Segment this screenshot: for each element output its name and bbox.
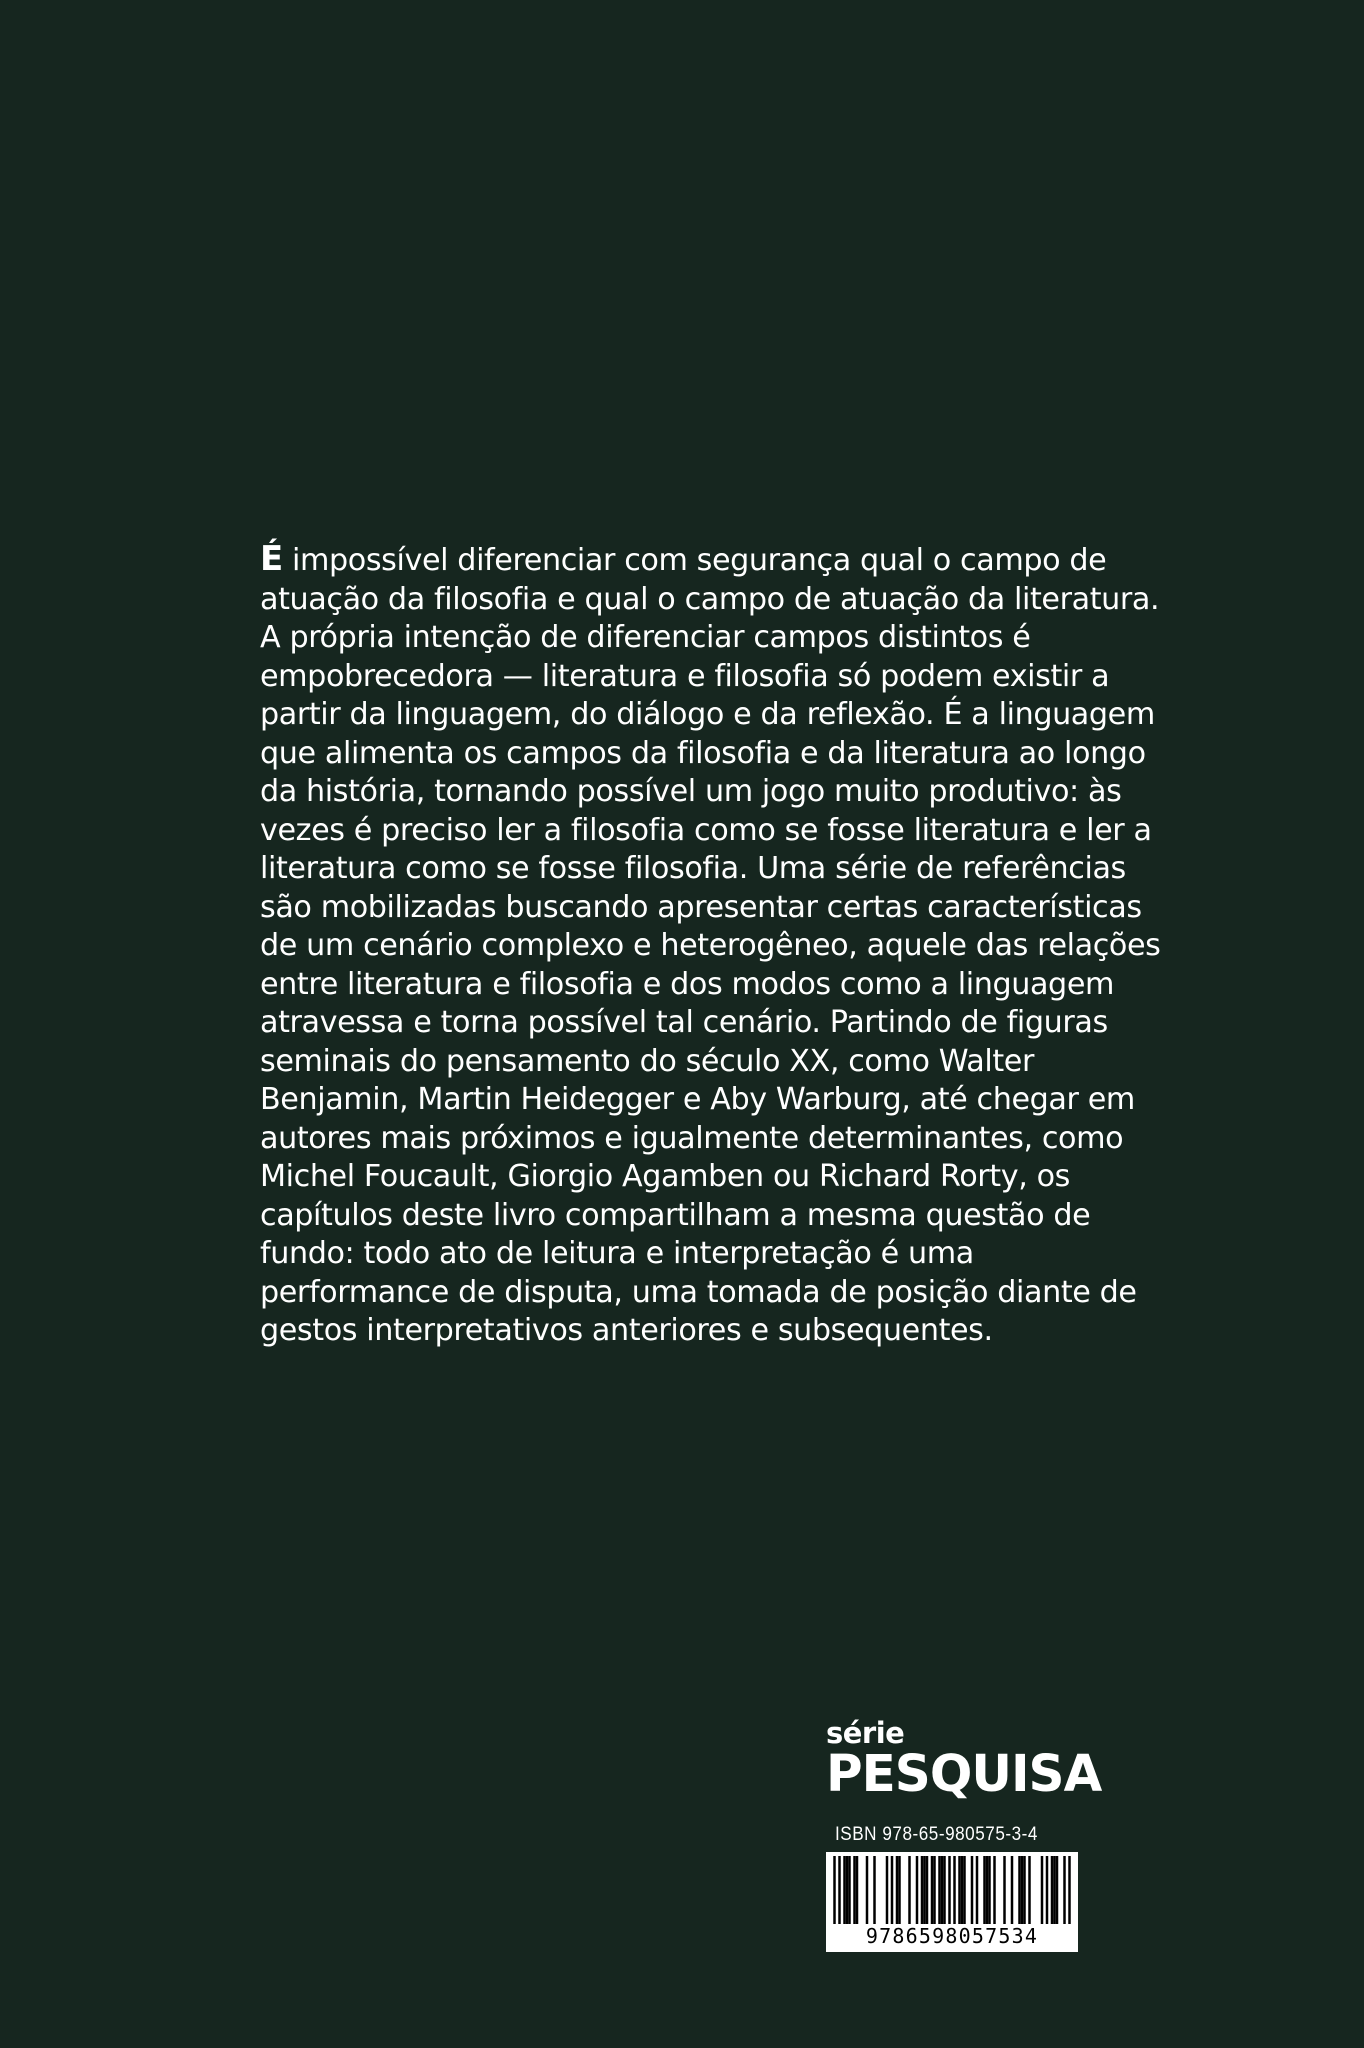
blurb-line: autores mais próximos e igualmente determinantes, como (260, 1120, 1124, 1156)
barcode-bar (1018, 1856, 1021, 1924)
barcode-bar (921, 1856, 924, 1924)
barcode-bar (846, 1856, 849, 1924)
barcode-bar (898, 1856, 901, 1924)
barcode-bar (1041, 1856, 1044, 1924)
barcode-bar (833, 1856, 836, 1934)
blurb-line: de um cenário complexo e heterogêneo, aquele das relações (260, 928, 1161, 963)
barcode-bar (953, 1856, 956, 1934)
isbn-label: ISBN 978-65-980575-3-4 (835, 1824, 1038, 1845)
barcode-bar (856, 1856, 859, 1924)
blurb-line: atravessa e torna possível tal cenário. Partindo de figuras (260, 1005, 1108, 1040)
blurb-line: da história, tornando possível um jogo muito produtivo: às (260, 774, 1122, 809)
blurb-line: seminais do pensamento do século XX, como Walter (260, 1043, 1034, 1079)
blurb-line: são mobilizadas buscando apresentar certas características (260, 889, 1142, 925)
barcode-bar (891, 1856, 894, 1924)
blurb-line: gestos interpretativos anteriores e subsequentes. (260, 1313, 993, 1348)
blurb-line: fundo: todo ato de leitura e interpretação é uma (260, 1236, 974, 1271)
drop-letter: É (260, 539, 283, 579)
blurb-first-line (260, 539, 1107, 581)
blurb-line: que alimenta os campos da filosofia e da literatura ao longo (260, 735, 1146, 771)
barcode-bar (963, 1856, 966, 1924)
barcode-bar (1011, 1856, 1014, 1924)
series-label-small: série (826, 1716, 905, 1750)
barcode-bar (1068, 1856, 1071, 1934)
barcode-bar (886, 1856, 889, 1924)
blurb-line: vezes é preciso ler a filosofia como se fosse literatura e ler a (260, 812, 1152, 848)
blurb-line: partir da linguagem, do diálogo e da reflexão. É a linguagem (260, 697, 1155, 732)
blurb-line: empobrecedora — literatura e filosofia só podem existir a (260, 658, 1110, 694)
barcode-bar (988, 1856, 991, 1924)
blurb-line: literatura como se fosse filosofia. Uma série de referências (260, 851, 1126, 886)
barcode-bar (843, 1856, 846, 1924)
blurb-line: A própria intenção de diferenciar campos distintos é (260, 620, 1031, 655)
blurb-text (260, 539, 1161, 1351)
blurb-line: performance de disputa, uma tomada de posição diante de (260, 1274, 1137, 1310)
barcode (826, 1852, 1078, 1952)
barcode-bar (976, 1856, 979, 1924)
barcode-bar (933, 1856, 936, 1924)
barcode-bar (1021, 1856, 1024, 1924)
barcode-bar (1056, 1856, 1059, 1924)
blurb-line: atuação da filosofia e qual o campo de atuação da literatura. (260, 581, 1160, 617)
barcode-bar (916, 1856, 919, 1924)
blurb-line: capítulos deste livro compartilham a mesma questão de (260, 1197, 1091, 1233)
barcode-bar (1023, 1856, 1026, 1924)
blurb-line: Michel Foucault, Giorgio Agamben ou Richard Rorty, os (260, 1159, 1070, 1194)
barcode-bar (986, 1856, 989, 1924)
barcode-digits: 9786598057534 (826, 1924, 1078, 1948)
barcode-bar (896, 1856, 899, 1924)
series-label-big: PESQUISA (826, 1745, 1102, 1804)
barcode-bar (938, 1856, 941, 1924)
barcode-bar (908, 1856, 911, 1924)
barcode-bar (853, 1856, 856, 1924)
barcode-bar (971, 1856, 974, 1924)
barcode-bar (931, 1856, 934, 1924)
barcode-bar (943, 1856, 946, 1924)
blurb-line: Benjamin, Martin Heidegger e Aby Warburg, até chegar em (260, 1082, 1135, 1117)
barcode-bar (923, 1856, 926, 1924)
barcode-bar (1046, 1856, 1049, 1924)
barcode-bar (1003, 1856, 1006, 1924)
barcode-bar (873, 1856, 876, 1924)
barcode-bar (866, 1856, 869, 1924)
barcode-bar (1051, 1856, 1054, 1924)
barcode-bar (941, 1856, 944, 1924)
barcode-bar (838, 1856, 841, 1934)
barcode-bar (1053, 1856, 1056, 1924)
blurb-first-line-rest: impossível diferenciar com segurança qual o campo de (282, 543, 1107, 578)
series-logo (826, 1716, 1102, 1804)
barcode-bar (958, 1856, 961, 1924)
barcode-bar (993, 1856, 996, 1924)
barcode-bar (961, 1856, 964, 1924)
barcode-bar (848, 1856, 851, 1924)
barcode-bar (1028, 1856, 1031, 1924)
barcode-bar (1063, 1856, 1066, 1934)
blurb-line: entre literatura e filosofia e dos modos como a linguagem (260, 966, 1114, 1002)
barcode-bar (948, 1856, 951, 1934)
barcode-bar (983, 1856, 986, 1924)
barcode-bar (926, 1856, 929, 1924)
